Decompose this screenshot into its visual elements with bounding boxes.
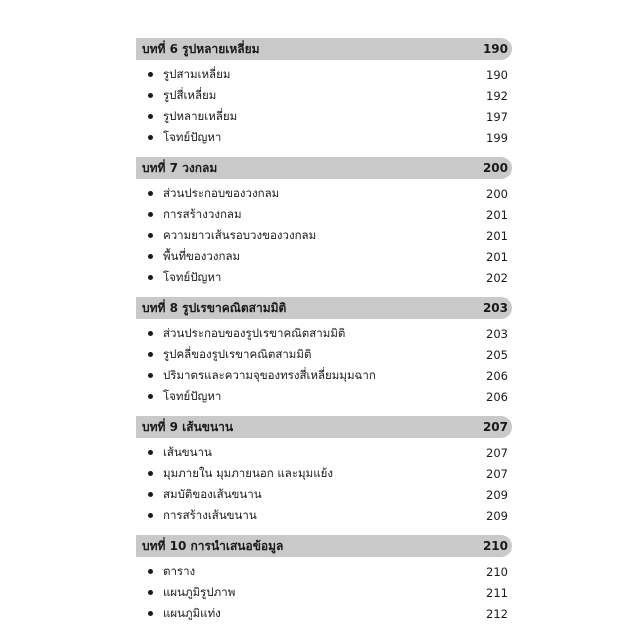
list-item xyxy=(136,505,512,526)
chapter-9 xyxy=(136,416,512,526)
list-item xyxy=(136,246,512,267)
item-page-number: 209 xyxy=(486,487,508,502)
list-item xyxy=(136,442,512,463)
chapter-header xyxy=(136,38,512,60)
item-label: การสร้างวงกลม xyxy=(163,206,242,221)
chapter-items xyxy=(136,557,512,624)
item-label: เส้นขนาน xyxy=(163,444,212,459)
chapter-header xyxy=(136,416,512,438)
item-page-number: 212 xyxy=(486,606,508,621)
item-page-number: 199 xyxy=(486,130,508,145)
chapter-title: บทที่ 9 เส้นขนาน xyxy=(142,419,234,434)
list-item xyxy=(136,603,512,624)
list-item xyxy=(136,365,512,386)
chapter-items xyxy=(136,60,512,148)
item-page-number: 203 xyxy=(486,326,508,341)
bullet-icon xyxy=(148,233,153,238)
chapter-10 xyxy=(136,535,512,624)
list-item xyxy=(136,204,512,225)
chapter-items xyxy=(136,438,512,526)
item-page-number: 209 xyxy=(486,508,508,523)
bullet-icon xyxy=(148,492,153,497)
item-label: ปริมาตรและความจุของทรงสี่เหลี่ยมมุมฉาก xyxy=(163,367,376,382)
list-item xyxy=(136,183,512,204)
bullet-icon xyxy=(148,93,153,98)
list-item xyxy=(136,463,512,484)
chapter-items xyxy=(136,319,512,407)
item-label: รูปสี่เหลี่ยม xyxy=(163,87,217,102)
list-item xyxy=(136,386,512,407)
item-label: แผนภูมิรูปภาพ xyxy=(163,584,236,599)
chapter-page-number: 200 xyxy=(482,161,508,175)
item-label: โจทย์ปัญหา xyxy=(163,388,222,403)
item-page-number: 206 xyxy=(486,368,508,383)
chapter-title: บทที่ 7 วงกลม xyxy=(142,160,218,175)
list-item xyxy=(136,323,512,344)
bullet-icon xyxy=(148,275,153,280)
chapter-8 xyxy=(136,297,512,407)
bullet-icon xyxy=(148,212,153,217)
chapter-items xyxy=(136,179,512,288)
bullet-icon xyxy=(148,611,153,616)
item-label: โจทย์ปัญหา xyxy=(163,269,222,284)
item-label: รูปหลายเหลี่ยม xyxy=(163,108,238,123)
bullet-icon xyxy=(148,394,153,399)
item-page-number: 211 xyxy=(486,585,508,600)
chapter-page-number: 190 xyxy=(482,42,508,56)
item-label: โจทย์ปัญหา xyxy=(163,129,222,144)
list-item xyxy=(136,85,512,106)
list-item xyxy=(136,582,512,603)
table-of-contents xyxy=(136,38,512,633)
bullet-icon xyxy=(148,352,153,357)
chapter-title: บทที่ 8 รูปเรขาคณิตสามมิติ xyxy=(142,300,287,315)
item-label: ส่วนประกอบของรูปเรขาคณิตสามมิติ xyxy=(163,325,346,340)
bullet-icon xyxy=(148,450,153,455)
chapter-page-number: 207 xyxy=(482,420,508,434)
chapter-header xyxy=(136,157,512,179)
bullet-icon xyxy=(148,513,153,518)
bullet-icon xyxy=(148,373,153,378)
list-item xyxy=(136,344,512,365)
item-page-number: 207 xyxy=(486,466,508,481)
chapter-page-number: 203 xyxy=(482,301,508,315)
item-page-number: 205 xyxy=(486,347,508,362)
list-item xyxy=(136,484,512,505)
chapter-title: บทที่ 10 การนำเสนอข้อมูล xyxy=(142,538,284,553)
item-page-number: 201 xyxy=(486,228,508,243)
item-page-number: 202 xyxy=(486,270,508,285)
item-label: รูปสามเหลี่ยม xyxy=(163,66,231,81)
bullet-icon xyxy=(148,72,153,77)
list-item xyxy=(136,64,512,85)
list-item xyxy=(136,267,512,288)
bullet-icon xyxy=(148,191,153,196)
bullet-icon xyxy=(148,471,153,476)
item-label: แผนภูมิแท่ง xyxy=(163,605,221,620)
list-item xyxy=(136,106,512,127)
item-page-number: 210 xyxy=(486,564,508,579)
list-item xyxy=(136,127,512,148)
list-item xyxy=(136,561,512,582)
item-page-number: 201 xyxy=(486,249,508,264)
item-label: สมบัติของเส้นขนาน xyxy=(163,486,262,501)
item-page-number: 190 xyxy=(486,67,508,82)
item-page-number: 201 xyxy=(486,207,508,222)
item-page-number: 206 xyxy=(486,389,508,404)
chapter-7 xyxy=(136,157,512,288)
item-label: ความยาวเส้นรอบวงของวงกลม xyxy=(163,227,317,242)
bullet-icon xyxy=(148,590,153,595)
item-label: พื้นที่ของวงกลม xyxy=(163,248,241,263)
chapter-6 xyxy=(136,38,512,148)
bullet-icon xyxy=(148,114,153,119)
item-page-number: 197 xyxy=(486,109,508,124)
item-label: ตาราง xyxy=(163,563,196,578)
bullet-icon xyxy=(148,135,153,140)
bullet-icon xyxy=(148,254,153,259)
chapter-title: บทที่ 6 รูปหลายเหลี่ยม xyxy=(142,41,260,56)
bullet-icon xyxy=(148,331,153,336)
item-page-number: 192 xyxy=(486,88,508,103)
item-label: การสร้างเส้นขนาน xyxy=(163,507,257,522)
item-page-number: 200 xyxy=(486,186,508,201)
item-page-number: 207 xyxy=(486,445,508,460)
chapter-page-number: 210 xyxy=(482,539,508,553)
chapter-header xyxy=(136,297,512,319)
bullet-icon xyxy=(148,569,153,574)
item-label: ส่วนประกอบของวงกลม xyxy=(163,185,280,200)
item-label: มุมภายใน มุมภายนอก และมุมแย้ง xyxy=(163,465,333,480)
chapter-header xyxy=(136,535,512,557)
list-item xyxy=(136,225,512,246)
item-label: รูปคลี่ของรูปเรขาคณิตสามมิติ xyxy=(163,346,312,361)
